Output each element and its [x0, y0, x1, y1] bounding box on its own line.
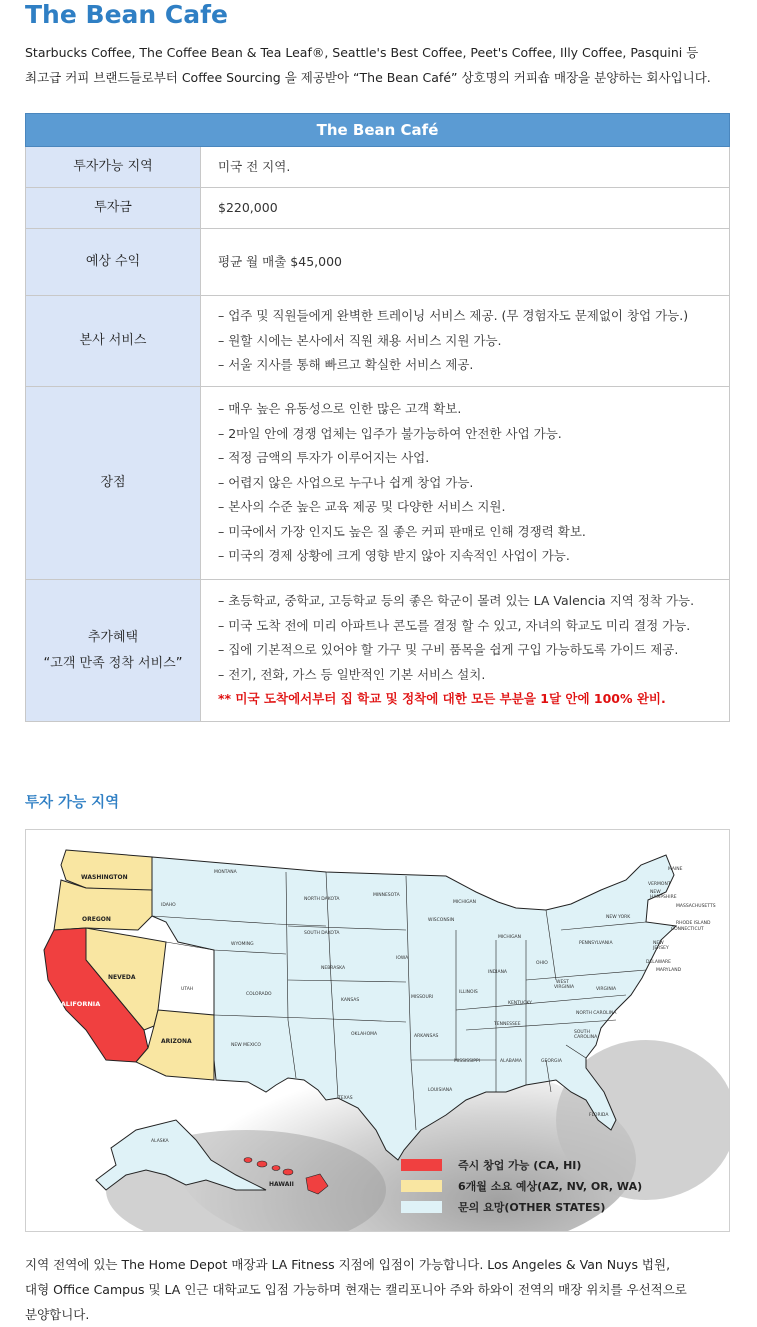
- row-label-extra-benefits: [26, 580, 201, 722]
- label-colorado: COLORADO: [246, 992, 272, 997]
- label-south-dakota: SOUTH DAKOTA: [304, 931, 340, 936]
- value-line: – 전기, 전화, 가스 등 일반적인 기본 서비스 설치.: [218, 666, 486, 682]
- info-table: [25, 113, 730, 722]
- label-ohio: OHIO: [536, 961, 548, 966]
- section-heading: 투자 가능 지역: [25, 795, 120, 811]
- row-label-advantages: 장점: [26, 387, 201, 580]
- row-label-hq-service: 본사 서비스: [26, 296, 201, 387]
- label-wisconsin: WISCONSIN: [428, 918, 455, 923]
- value-line: – 매우 높은 유동성으로 인한 많은 고객 확보.: [218, 401, 462, 417]
- row-value-revenue: [201, 229, 730, 296]
- label-delaware: DELAWARE: [646, 960, 672, 965]
- label-utah: UTAH: [181, 987, 194, 992]
- label-new-york: NEW YORK: [606, 915, 631, 920]
- label-minnesota: MINNESOTA: [373, 893, 400, 898]
- table-title: The Bean Café: [26, 114, 730, 147]
- value-line: $220,000: [218, 199, 278, 215]
- label-line: “고객 만족 정착 서비스”: [43, 655, 183, 671]
- table-row: [26, 229, 730, 296]
- label-south-carolina-2: CAROLINA: [574, 1035, 598, 1040]
- label-maine: MAINE: [668, 867, 683, 872]
- label-arizona: ARIZONA: [161, 1038, 192, 1045]
- label-west-virginia-1: WEST: [556, 980, 569, 985]
- label-connecticut: CONNECTICUT: [671, 927, 704, 932]
- label-north-dakota: NORTH DAKOTA: [304, 897, 340, 902]
- footer-line-3: 분양합니다.: [25, 1307, 90, 1322]
- label-michigan-lower: MICHIGAN: [498, 935, 521, 940]
- label-washington: WASHINGTON: [81, 874, 128, 881]
- label-rhode-island: RHODE ISLAND: [676, 921, 711, 926]
- highlight-line: ** 미국 도착에서부터 집 학교 및 정착에 대한 모든 부분을 1달 안에 100% 완비.: [218, 691, 666, 707]
- label-oregon: OREGON: [82, 916, 111, 923]
- row-value-investment: [201, 188, 730, 229]
- label-montana: MONTANA: [214, 870, 237, 875]
- label-california: CALIFORNIA: [56, 1000, 101, 1008]
- value-line: – 미국에서 가장 인지도 높은 질 좋은 커피 판매로 인해 경쟁력 확보.: [218, 523, 586, 539]
- label-florida: FLORIDA: [589, 1113, 609, 1118]
- page-title: The Bean Cafe: [25, 0, 228, 29]
- value-line: – 미국의 경제 상황에 크게 영향 받지 않아 지속적인 사업이 가능.: [218, 548, 570, 564]
- label-new-mexico: NEW MEXICO: [231, 1043, 261, 1048]
- value-line: – 본사의 수준 높은 교육 제공 및 다양한 서비스 지원.: [218, 499, 506, 515]
- label-mississippi: MISSISSIPPI: [454, 1059, 481, 1064]
- label-iowa: IOWA: [396, 956, 409, 961]
- table-row: [26, 188, 730, 229]
- value-line: – 서울 지사를 통해 빠르고 확실한 서비스 제공.: [218, 357, 474, 373]
- value-line: – 적정 금액의 투자가 이루어지는 사업.: [218, 450, 430, 466]
- row-value-advantages: [201, 387, 730, 580]
- label-alaska: ALASKA: [151, 1139, 169, 1144]
- label-alabama: ALABAMA: [500, 1059, 522, 1064]
- label-massachusetts: MASSACHUSETTS: [676, 904, 716, 909]
- value-line: – 원할 시에는 본사에서 직원 채용 서비스 지원 가능.: [218, 332, 502, 348]
- label-indiana: INDIANA: [488, 970, 508, 975]
- value-line: 평균 월 매출 $45,000: [218, 253, 342, 269]
- label-michigan-upper: MICHIGAN: [453, 900, 476, 905]
- label-maryland: MARYLAND: [656, 968, 682, 973]
- row-value-hq-service: [201, 296, 730, 387]
- value-line: – 어렵지 않은 사업으로 누구나 쉽게 창업 가능.: [218, 474, 474, 490]
- us-map: [25, 829, 730, 1232]
- label-georgia: GEORGIA: [541, 1059, 562, 1064]
- row-label-revenue: 예상 수익: [26, 229, 201, 296]
- table-row: [26, 580, 730, 722]
- label-west-virginia-2: VIRGINIA: [554, 985, 575, 990]
- value-line: – 초등학교, 중학교, 고등학교 등의 좋은 학군이 몰려 있는 LA Valencia 지역 정착 가능.: [218, 593, 695, 609]
- row-label-investment: 투자금: [26, 188, 201, 229]
- row-value-region: [201, 147, 730, 188]
- label-texas: TEXAS: [338, 1096, 353, 1101]
- label-missouri: MISSOURI: [411, 995, 434, 1000]
- label-south-carolina-1: SOUTH: [574, 1030, 590, 1035]
- value-line: – 미국 도착 전에 미리 아파트나 콘도를 결정 할 수 있고, 자녀의 학교도 미리 결정 가능.: [218, 617, 691, 633]
- table-row: [26, 147, 730, 188]
- legend-label-six-months: 6개월 소요 예상(AZ, NV, OR, WA): [458, 1180, 643, 1193]
- label-kansas: KANSAS: [341, 998, 360, 1003]
- footer-line-2: 대형 Office Campus 및 LA 인근 대학교도 입점 가능하며 현재는 캘리포니아 주와 하와이 전역의 매장 위치를 우선적으로: [25, 1282, 687, 1297]
- label-new-jersey-1: NEW: [653, 941, 664, 946]
- footer-line-1: 지역 전역에 있는 The Home Depot 매장과 LA Fitness 지점에 입점이 가능합니다. Los Angeles & Van Nuys 법원,: [25, 1257, 671, 1272]
- label-new-hampshire-2: HAMPSHIRE: [650, 895, 677, 900]
- label-new-hampshire-1: NEW: [650, 890, 661, 895]
- legend-label-inquiry: 문의 요망(OTHER STATES): [458, 1201, 606, 1214]
- label-arkansas: ARKANSAS: [414, 1034, 439, 1039]
- label-kentucky: KENTUCKY: [508, 1001, 532, 1006]
- intro-line-1: Starbucks Coffee, The Coffee Bean & Tea Leaf®, Seattle's Best Coffee, Peet's Coffee, Illy Coffee, Pasquini 등: [25, 45, 699, 60]
- row-label-region: 투자가능 지역: [26, 147, 201, 188]
- label-tennessee: TENNESSEE: [494, 1022, 521, 1027]
- legend-swatch-immediate: [401, 1159, 442, 1171]
- row-value-extra-benefits: [201, 580, 730, 722]
- label-oklahoma: OKLAHOMA: [351, 1032, 378, 1037]
- label-hawaii: HAWAII: [269, 1181, 294, 1188]
- label-vermont: VERMONT: [648, 882, 671, 887]
- value-line: 미국 전 지역.: [218, 158, 291, 174]
- label-north-carolina: NORTH CAROLINA: [576, 1011, 617, 1016]
- label-new-jersey-2: JERSEY: [653, 946, 669, 951]
- label-idaho: IDAHO: [161, 903, 176, 908]
- value-line: – 2마일 안에 경쟁 업체는 입주가 불가능하여 안전한 사업 가능.: [218, 425, 562, 441]
- table-row: [26, 387, 730, 580]
- value-line: – 업주 및 직원들에게 완벽한 트레이닝 서비스 제공. (무 경험자도 문제없이 창업 가능.): [218, 308, 689, 324]
- label-virginia: VIRGINIA: [596, 987, 617, 992]
- label-illinois: ILLINOIS: [459, 990, 478, 995]
- legend-swatch-inquiry: [401, 1201, 442, 1213]
- label-nevada: NEVEDA: [108, 974, 136, 981]
- legend-label-immediate: 즉시 창업 가능 (CA, HI): [458, 1159, 582, 1172]
- label-pennsylvania: PENNSYLVANIA: [579, 941, 613, 946]
- label-wyoming: WYOMING: [231, 942, 254, 947]
- footer-text: [25, 1252, 740, 1327]
- label-line: 추가혜택: [87, 629, 139, 645]
- label-nebraska: NEBRASKA: [321, 966, 346, 971]
- table-row: [26, 296, 730, 387]
- label-louisiana: LOUISIANA: [428, 1088, 453, 1093]
- intro-line-2: 최고급 커피 브랜드들로부터 Coffee Sourcing 을 제공받아 “The Bean Café” 상호명의 커피숍 매장을 분양하는 회사입니다.: [25, 70, 711, 85]
- value-line: – 집에 기본적으로 있어야 할 가구 및 구비 품목을 쉽게 구입 가능하도록 가이드 제공.: [218, 642, 679, 658]
- intro-text: [25, 40, 745, 90]
- legend-swatch-six-months: [401, 1180, 442, 1192]
